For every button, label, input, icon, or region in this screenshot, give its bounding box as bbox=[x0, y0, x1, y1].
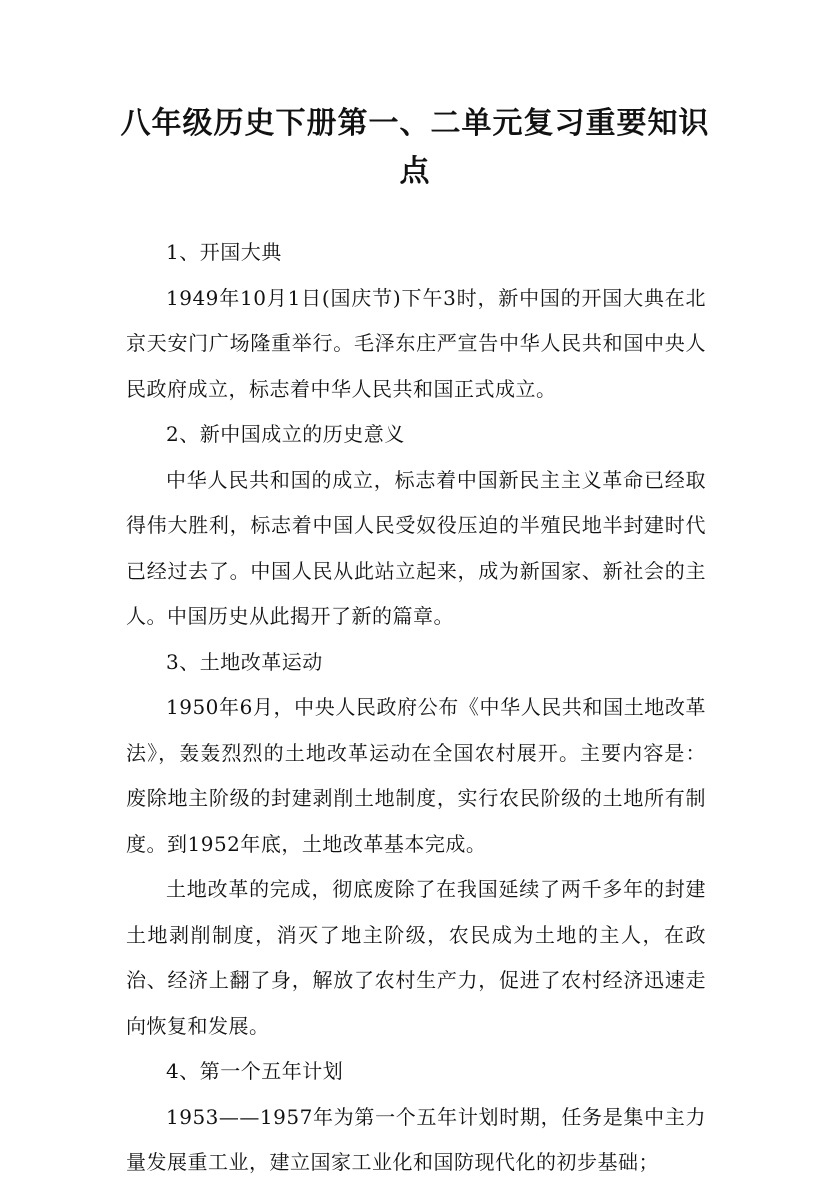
section-paragraph: 中华人民共和国的成立，标志着中国新民主主义革命已经取得伟大胜利，标志着中国人民受奴役压迫的半殖民地半封建时代已经过去了。中国人民从此站立起来，成为新国家、新社会的主人。中国历史从此揭开了新的篇章。 bbox=[126, 467, 706, 628]
section-paragraph: 1953——1957年为第一个五年计划时期，任务是集中主力量发展重工业，建立国家工业化和国防现代化的初步基础； bbox=[126, 1104, 706, 1174]
section-paragraph: 土地改革的完成，彻底废除了在我国延续了两千多年的封建土地剥削制度，消灭了地主阶级，农民成为土地的主人，在政治、经济上翻了身，解放了农村生产力，促进了农村经济迅速走向恢复和发展。 bbox=[126, 877, 706, 1038]
section-heading: 4、第一个五年计划 bbox=[166, 1059, 344, 1083]
document-body bbox=[126, 230, 706, 1186]
section-paragraph: 1949年10月1日(国庆节)下午3时，新中国的开国大典在北京天安门广场隆重举行。毛泽东庄严宣告中华人民共和国中央人民政府成立，标志着中华人民共和国正式成立。 bbox=[126, 285, 706, 401]
section-paragraph: 1950年6月，中央人民政府公布《中华人民共和国土地改革法》，轰轰烈烈的土地改革运动在全国农村展开。主要内容是：废除地主阶级的封建剥削土地制度，实行农民阶级的土地所有制度。到1952年底，土地改革基本完成。 bbox=[126, 695, 706, 856]
section-heading: 1、开国大典 bbox=[166, 240, 282, 264]
section-heading: 2、新中国成立的历史意义 bbox=[166, 422, 405, 446]
document-title: 八年级历史下册第一、二单元复习重要知识点 bbox=[120, 106, 710, 189]
section-heading: 3、土地改革运动 bbox=[166, 649, 323, 674]
